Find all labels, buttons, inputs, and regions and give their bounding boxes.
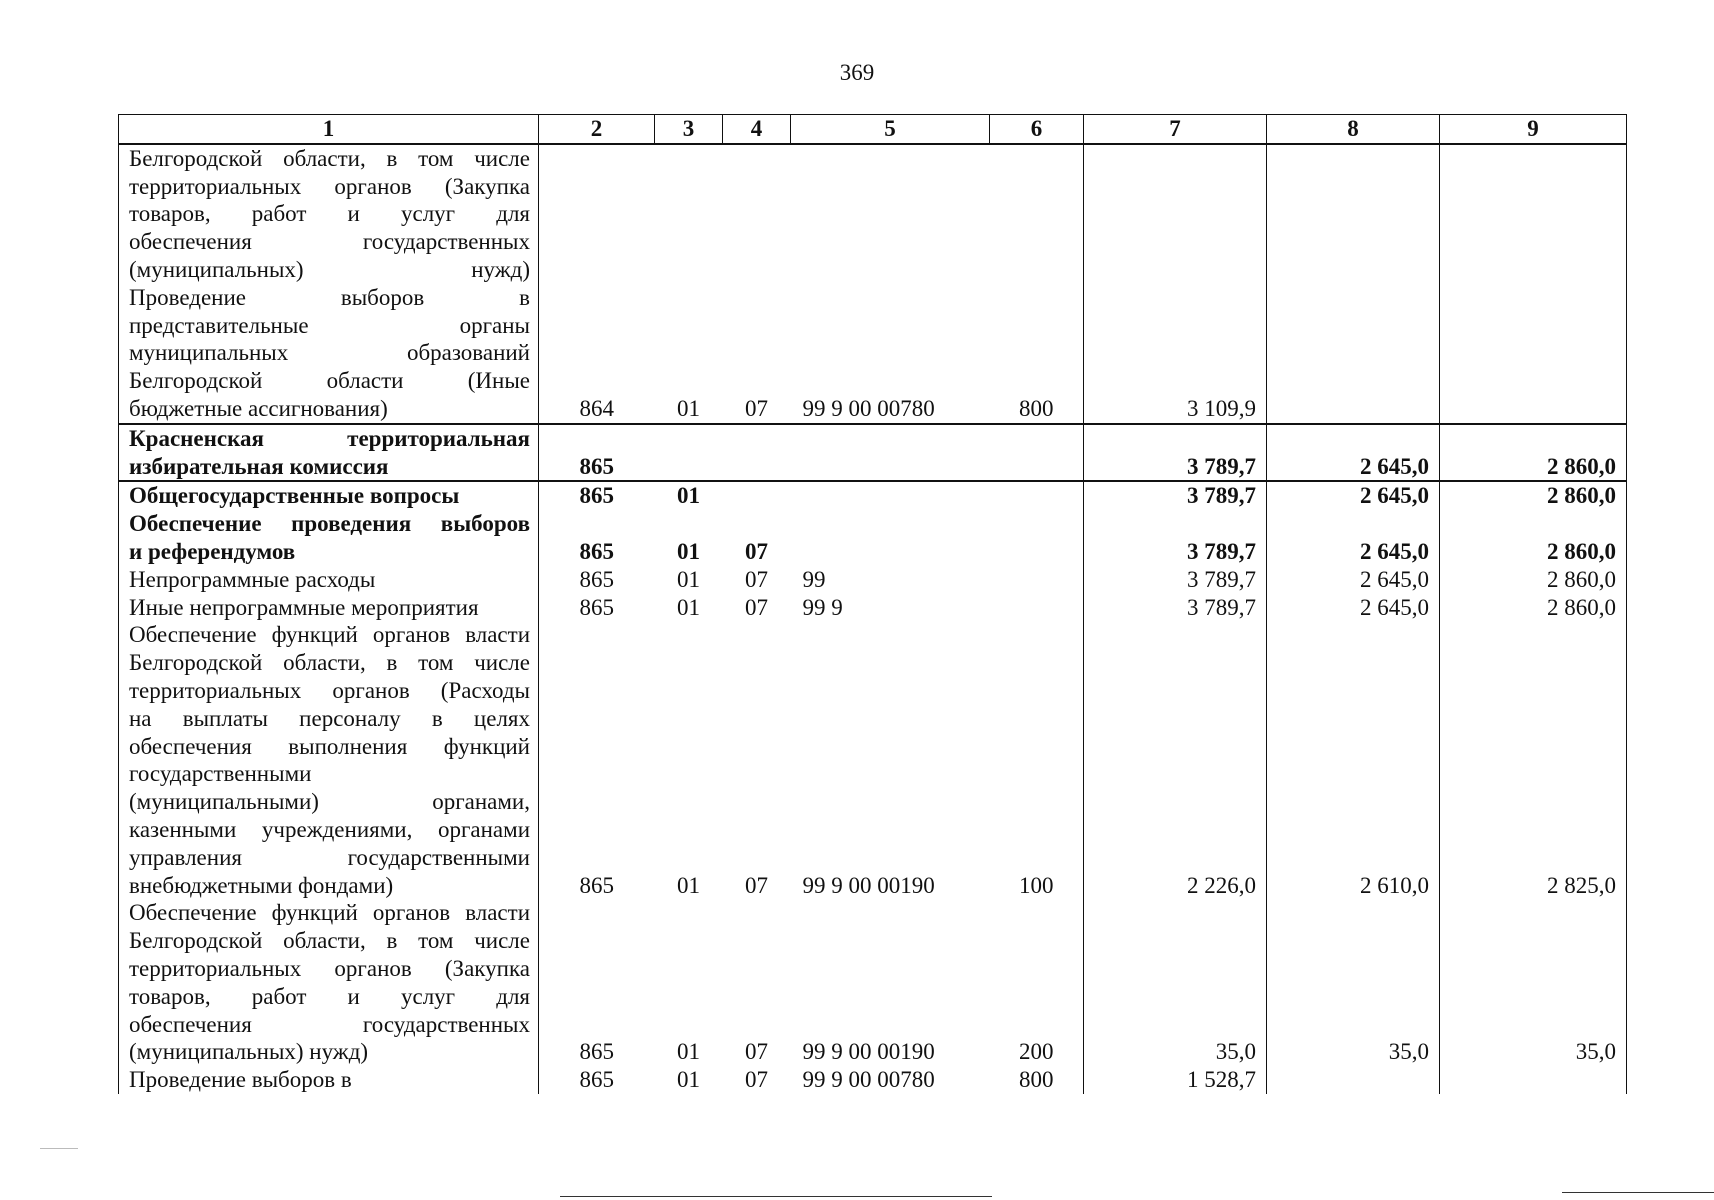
description-line: и референдумов	[129, 538, 296, 564]
ministry-code: 865	[539, 1066, 655, 1094]
description-line: Обеспечение функций органов власти	[129, 900, 530, 926]
amount-year-1: 3 789,7	[1084, 481, 1267, 510]
target-article-code	[791, 481, 990, 510]
amount-year-2	[1267, 1066, 1440, 1094]
subsection-code: 07	[745, 566, 768, 592]
description-line: внебюджетными фондами)	[129, 872, 394, 898]
section-code	[655, 424, 723, 482]
description-line: обеспечения государственных	[129, 1011, 530, 1037]
subsection-code: 07	[745, 538, 768, 564]
row-description	[119, 424, 539, 482]
amount-year-3: 2 860,0	[1440, 510, 1627, 566]
subsection-code: 07	[745, 395, 768, 421]
column-header-9: 9	[1440, 115, 1627, 144]
description-line: Обеспечение проведения выборов	[129, 511, 530, 537]
amount-year-3: 35,0	[1440, 899, 1627, 1066]
section-code: 01	[677, 1039, 700, 1065]
amount-year-1: 3 109,9	[1084, 144, 1267, 424]
description-line: Проведение выборов в	[129, 284, 530, 310]
description-line: управления государственными	[129, 844, 530, 870]
expense-type-code: 800	[1019, 1067, 1054, 1093]
description-line: (муниципальных) нужд)	[129, 256, 530, 282]
column-header-8: 8	[1267, 115, 1440, 144]
amount-year-2: 35,0	[1267, 899, 1440, 1066]
row-description	[119, 481, 539, 510]
target-article-code: 99 9 00 00190	[802, 872, 935, 898]
amount-year-3: 2 825,0	[1440, 621, 1627, 899]
subsection-code	[723, 481, 791, 510]
row-description	[119, 1066, 539, 1094]
ministry-code: 865	[539, 481, 655, 510]
ministry-code: 865	[539, 424, 655, 482]
expense-type-code: 800	[1019, 395, 1054, 421]
amount-year-2: 2 645,0	[1267, 594, 1440, 622]
table-row	[119, 424, 1627, 482]
description-line: бюджетные ассигнования)	[129, 395, 388, 421]
amount-year-3: 2 860,0	[1440, 566, 1627, 594]
column-header-7: 7	[1084, 115, 1267, 144]
expense-type-code	[990, 481, 1084, 510]
description-line: муниципальных образований	[129, 340, 530, 366]
ministry-code: 865	[539, 594, 655, 622]
description-line: Белгородской области, в том числе	[129, 928, 530, 954]
column-header-4: 4	[723, 115, 791, 144]
amount-year-1: 3 789,7	[1084, 510, 1267, 566]
description-line: Красненская территориальная	[129, 425, 530, 451]
margin-mark	[40, 1148, 78, 1149]
amount-year-1: 3 789,7	[1084, 424, 1267, 482]
header-row	[119, 115, 1627, 144]
target-article-code: 99 9 00 00780	[802, 1067, 935, 1093]
description-line: товаров, работ и услуг для	[129, 983, 530, 1009]
amount-year-3	[1440, 1066, 1627, 1094]
target-article-code	[791, 510, 990, 566]
amount-year-3: 2 860,0	[1440, 594, 1627, 622]
subsection-code: 07	[745, 1067, 768, 1093]
section-code: 01	[677, 1067, 700, 1093]
amount-year-1: 1 528,7	[1084, 1066, 1267, 1094]
expense-type-code	[990, 510, 1084, 566]
ministry-code: 865	[539, 621, 655, 899]
ministry-code: 865	[539, 510, 655, 566]
description-line: Белгородской области, в том числе	[129, 650, 530, 676]
budget-table	[118, 114, 1627, 1094]
expense-type-code	[990, 424, 1084, 482]
ministry-code: 865	[539, 899, 655, 1066]
subsection-code: 07	[745, 594, 768, 620]
table-row	[119, 899, 1627, 1066]
target-article-code: 99 9	[802, 594, 843, 620]
section-code: 01	[655, 481, 723, 510]
row-description	[119, 510, 539, 566]
target-article-code: 99	[802, 566, 826, 592]
description-line: обеспечения государственных	[129, 229, 530, 255]
table-row	[119, 594, 1627, 622]
row-description	[119, 594, 539, 622]
amount-year-1: 3 789,7	[1084, 594, 1267, 622]
description-line: Обеспечение функций органов власти	[129, 622, 530, 648]
description-line: территориальных органов (Расходы	[129, 677, 530, 703]
table-row	[119, 510, 1627, 566]
page-number: 369	[839, 60, 875, 85]
amount-year-2: 2 645,0	[1267, 510, 1440, 566]
amount-year-2	[1267, 144, 1440, 424]
amount-year-3: 2 860,0	[1440, 481, 1627, 510]
section-code: 01	[677, 538, 700, 564]
column-header-1: 1	[119, 115, 539, 144]
description-line: (муниципальными) органами,	[129, 789, 530, 815]
description-line: государственными	[129, 761, 312, 787]
amount-year-1: 35,0	[1084, 899, 1267, 1066]
row-description	[119, 566, 539, 594]
description-line: (муниципальных) нужд)	[129, 1039, 369, 1065]
description-line: Иные непрограммные мероприятия	[129, 594, 479, 620]
amount-year-3: 2 860,0	[1440, 424, 1627, 482]
footer-rule-right	[1562, 1192, 1714, 1193]
description-line: казенными учреждениями, органами	[129, 816, 530, 842]
table-row	[119, 144, 1627, 424]
footer-rule	[560, 1196, 992, 1197]
description-line: Белгородской области, в том числе	[129, 145, 530, 171]
subsection-code	[723, 424, 791, 482]
amount-year-1: 2 226,0	[1084, 621, 1267, 899]
section-code: 01	[677, 566, 700, 592]
description-line: Общегосударственные вопросы	[129, 483, 460, 509]
description-line: Белгородской области (Иные	[129, 368, 530, 394]
amount-year-2: 2 645,0	[1267, 481, 1440, 510]
ministry-code: 865	[539, 566, 655, 594]
description-line: территориальных органов (Закупка	[129, 173, 530, 199]
expense-type-code: 100	[1019, 872, 1054, 898]
description-line: обеспечения выполнения функций	[129, 733, 530, 759]
target-article-code: 99 9 00 00190	[802, 1039, 935, 1065]
description-line: представительные органы	[129, 312, 530, 338]
amount-year-2: 2 645,0	[1267, 424, 1440, 482]
column-header-6: 6	[990, 115, 1084, 144]
row-description	[119, 899, 539, 1066]
amount-year-3	[1440, 144, 1627, 424]
description-line: Непрограммные расходы	[129, 566, 376, 592]
table-row	[119, 621, 1627, 899]
amount-year-2: 2 610,0	[1267, 621, 1440, 899]
table-row	[119, 1066, 1627, 1094]
row-description	[119, 621, 539, 899]
amount-year-1: 3 789,7	[1084, 566, 1267, 594]
section-code: 01	[677, 395, 700, 421]
table-row	[119, 481, 1627, 510]
description-line: избирательная комиссия	[129, 453, 389, 479]
description-line: на выплаты персоналу в целях	[129, 705, 530, 731]
section-code: 01	[677, 872, 700, 898]
description-line: товаров, работ и услуг для	[129, 201, 530, 227]
table-row	[119, 566, 1627, 594]
target-article-code	[791, 424, 990, 482]
description-line: территориальных органов (Закупка	[129, 955, 530, 981]
description-line: Проведение выборов в	[129, 1067, 352, 1093]
column-header-5: 5	[791, 115, 990, 144]
table-body	[119, 144, 1627, 1094]
subsection-code: 07	[745, 1039, 768, 1065]
amount-year-2: 2 645,0	[1267, 566, 1440, 594]
subsection-code: 07	[745, 872, 768, 898]
section-code: 01	[677, 594, 700, 620]
column-header-2: 2	[539, 115, 655, 144]
target-article-code: 99 9 00 00780	[802, 395, 935, 421]
expense-type-code	[990, 594, 1084, 622]
expense-type-code	[990, 566, 1084, 594]
column-header-3: 3	[655, 115, 723, 144]
row-description	[119, 144, 539, 424]
expense-type-code: 200	[1019, 1039, 1054, 1065]
ministry-code: 864	[539, 144, 655, 424]
